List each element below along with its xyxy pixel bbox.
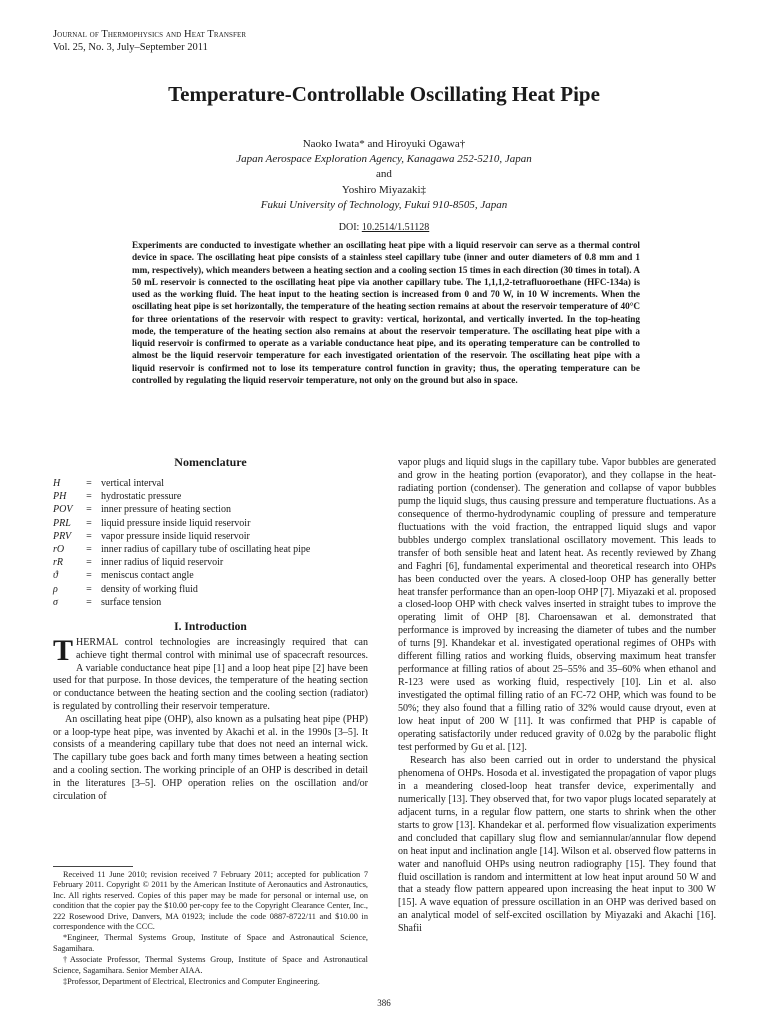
nomenclature-row (53, 556, 310, 569)
author-and: and (376, 168, 392, 181)
nomenclature-row (53, 583, 310, 596)
footnote-rule (53, 866, 133, 867)
nomenclature-def: liquid pressure inside liquid reservoir (101, 517, 251, 529)
nomenclature-def: surface tension (101, 596, 162, 608)
abstract: Experiments are conducted to investigate whether an oscillating heat pipe with a liquid reservoir can serve as a thermal control device in space. The oscillating heat pipe consists of a stainless steel capillary tube (inner and outer diameters of 0.8 mm and 1 mm, respectively), which meanders between a heating section and a cooling section 15 times in each direction (30 times in total). A 50 mL reservoir is connected to the oscillating heat pipe via another capillary tube. The 1,1,1,2-tetrafluoroethane (HFC-134a) is used as the working fluid. The heat input to the heating section is increased from 0 and 70 W, in 10 W increments. When the oscillating heat pipe is set horizontally, the temperature of the heating section remains at about the reservoir temperature of 40°C for three orientations of the reservoir with respect to gravity: vertical, horizontal, and vertically inverted. In the top-heating mode, the temperature of the heating section also remains at about the reservoir temperature. The oscillating heat pipe with a liquid reservoir is confirmed to operate as a variable conductance heat pipe, and its operating temperature can be controlled to almost be the liquid reservoir temperature for each investigated orientation of the reservoir. The oscillating heat pipe with a liquid reservoir is confirmed not to lose its temperature control function in gravity; thus, the operating temperature can be controlled by regulating the liquid reservoir temperature, not only on the ground but also in space. (132, 240, 640, 385)
journal-volume: Vol. 25, No. 3, July–September 2011 (53, 42, 208, 53)
intro-paragraph-3: vapor plugs and liquid slugs in the capillary tube. Vapor bubbles are generated and grow in the heating portion (evaporator), and they collapse in the heat-radiating portion (condenser). The generation and collapse of vapor bubbles pump the liquid slugs, thus causing pressure and temperature fluctuations. As a consequence of thermo-hydrodynamic coupling of pressure and temperature fluctuations with the void fraction, the entrapped liquid slugs and vapor bubbles undergo complex translational oscillatory movement. This leads to transfer of both sensible heat and latent heat. As recently reviewed by Zhang and Faghri [6], fundamental experimental and theoretical research into OHPs has been conducted over the years. A closed-loop OHP has generally better heat transfer performance than an open-loop OHP [7]. Miyazaki et al. proposed a closed-loop OHP with check valves inserted in straight tubes to improve the operating limit of OHP [8]. Charoensawan et al. demonstrated that performance is improved by increasing the diameter of tubes and the number of turns [9]. Khandekar et al. investigated operational regimes of OHPs with different filling ratios and working fluids, observing maximum heat transfer performance at filling ratios of about 25–55% and 35–60% when ethanol and R-123 were used as working fluid, respectively [10]. Lin et al. also investigated the optimal filling ratio of an FC-72 OHP, which was found to be 50%; they also found that a filling ratio of 32% would cause dryout, even at low heat input of 200 W [11]. It was confirmed that PHP is capable of operating satisfactorily under reduced gravity of 0.02g by the parabolic flight test performed by Gu et al. [12]. (398, 457, 716, 753)
doi-link[interactable]: 10.2514/1.51128 (361, 222, 430, 233)
doi-line (0, 222, 768, 233)
nomenclature-sym: PH (53, 491, 67, 503)
affiliation-2: Fukui University of Technology, Fukui 910-8505, Japan (260, 198, 508, 211)
nomenclature-def: inner radius of liquid reservoir (101, 557, 224, 569)
section-title-introduction: I. Introduction (174, 621, 247, 634)
nomenclature-def: vapor pressure inside liquid reservoir (101, 530, 250, 542)
doi-label: DOI: (338, 222, 362, 233)
nomenclature-row (53, 477, 310, 490)
nomenclature-eq: = (86, 544, 92, 556)
journal-name: Journal of Thermophysics and Heat Transfer (53, 29, 247, 40)
nomenclature-def: density of working fluid (101, 583, 198, 595)
author-line-2: Yoshiro Miyazaki‡ (341, 183, 427, 196)
nomenclature-row (53, 490, 310, 503)
footnotes (53, 866, 368, 988)
footnote-author-3: ‡Professor, Department of Electrical, Electronics and Computer Engineering. (63, 977, 320, 987)
footnote-author-2: †Associate Professor, Thermal Systems Group, Institute of Space and Astronautical Science, Sagamihara. Senior Member AIAA. (53, 955, 368, 975)
author-block (0, 137, 768, 213)
nomenclature-eq: = (86, 583, 92, 595)
nomenclature-row (53, 503, 310, 516)
nomenclature-sym: ρ (53, 583, 58, 595)
nomenclature-def: vertical interval (101, 478, 165, 489)
nomenclature-row (53, 530, 310, 543)
intro-paragraph-1 (53, 634, 368, 714)
nomenclature-def: inner radius of capillary tube of oscillating heat pipe (101, 544, 311, 556)
nomenclature-eq: = (86, 557, 92, 569)
nomenclature-eq: = (86, 478, 92, 489)
nomenclature-sym: PRV (53, 530, 72, 542)
left-column (53, 455, 368, 803)
paper-title: Temperature-Controllable Oscillating Heat Pipe (168, 82, 600, 106)
footnote-author-1: *Engineer, Thermal Systems Group, Institute of Space and Astronautical Science, Sagamihara. (53, 933, 368, 953)
nomenclature-def: inner pressure of heating section (101, 504, 231, 516)
nomenclature-eq: = (86, 517, 92, 529)
nomenclature-eq: = (86, 491, 92, 503)
nomenclature-row (53, 569, 310, 582)
nomenclature-def: hydrostatic pressure (101, 491, 182, 503)
nomenclature-sym: POV (53, 504, 73, 516)
right-column (398, 457, 716, 936)
affiliation-1: Japan Aerospace Exploration Agency, Kanagawa 252-5210, Japan (236, 153, 532, 166)
nomenclature-title: Nomenclature (174, 455, 247, 469)
nomenclature-sym: rO (53, 544, 65, 556)
footnote-received: Received 11 June 2010; revision received 7 February 2011; accepted for publication 7 February 2011. Copyright © 2011 by the American Institute of Aeronautics and Astronautics, Inc. All rights reserved. Copies of this paper may be made for personal or internal use, on condition that the copier pay the $10.00 per-copy fee to the Copyright Clearance Center, Inc., 222 Rosewood Drive, Danvers, MA 01923; include the code 0887-8722/11 and $10.00 in correspondence with the CCC. (53, 870, 368, 932)
nomenclature-row (53, 517, 310, 530)
nomenclature-sym: PRL (53, 517, 71, 529)
nomenclature-table (53, 477, 310, 609)
nomenclature-row (53, 596, 310, 609)
nomenclature-eq: = (86, 596, 92, 608)
nomenclature-eq: = (86, 504, 92, 516)
page-number: 386 (377, 998, 391, 1008)
nomenclature-sym: rR (53, 557, 63, 569)
nomenclature-eq: = (86, 530, 92, 542)
intro-paragraph-4: Research has also been carried out in order to understand the physical phenomena of OHPs. Hosoda et al. investigated the propagation of vapor plugs in a meandering closed-loop heat transfer device, experimentally and numerically [13]. They observed that, for two vapor plugs located separately at adjacent turns, in a regular flow pattern, one starts to shrink when the other starts to grow [13]. Khandekar et al. performed flow visualization experiments and concluded that capillary slug flow and semiannular/annular flow depend on heat input and inclination angle [14]. Wilson et al. observed flow patterns in water and nanofluid OHPs using neutron radiography [15]. They found that fluid oscillation is random and intermittent at low heat input around 50 W and that a steady flow pattern appeared upon increasing the heat input to 300 W [15]. A wave equation of pressure oscillation in an OHP was derived based on an analytical model of self-excited oscillation by Miyazaki and Akachi [16]. Shafii (398, 754, 716, 935)
nomenclature-sym: ϑ (53, 570, 58, 582)
nomenclature-eq: = (86, 570, 92, 582)
intro-paragraph-1-text: HERMAL control technologies are increasingly required that can achieve tight thermal control with minimal use of spacecraft resources. A variable conductance heat pipe [1] and a loop heat pipe [2] have been used for that purpose. In those devices, the temperature of the heating section or conductance between the heating section and the cooling section (radiator) is regulated by controlling their reservoir temperature. (53, 637, 368, 713)
nomenclature-row (53, 543, 310, 556)
nomenclature-sym: σ (53, 596, 58, 608)
author-line-1: Naoko Iwata* and Hiroyuki Ogawa† (302, 138, 466, 150)
drop-cap: T (53, 634, 74, 668)
intro-paragraph-2: An oscillating heat pipe (OHP), also known as a pulsating heat pipe (PHP) or a loop-type heat pipe, was invented by Akachi et al. in the 1990s [3–5]. It consists of a meandering capillary tube that does not need an internal wick. The capillary tube goes back and forth many times between a heating section and a cooling section. The working principle of an OHP is described in detail in the literatures [3–5]. OHP operation relies on the oscillation and/or circulation of (53, 713, 368, 802)
nomenclature-sym: H (53, 478, 61, 489)
nomenclature-def: meniscus contact angle (101, 570, 194, 582)
